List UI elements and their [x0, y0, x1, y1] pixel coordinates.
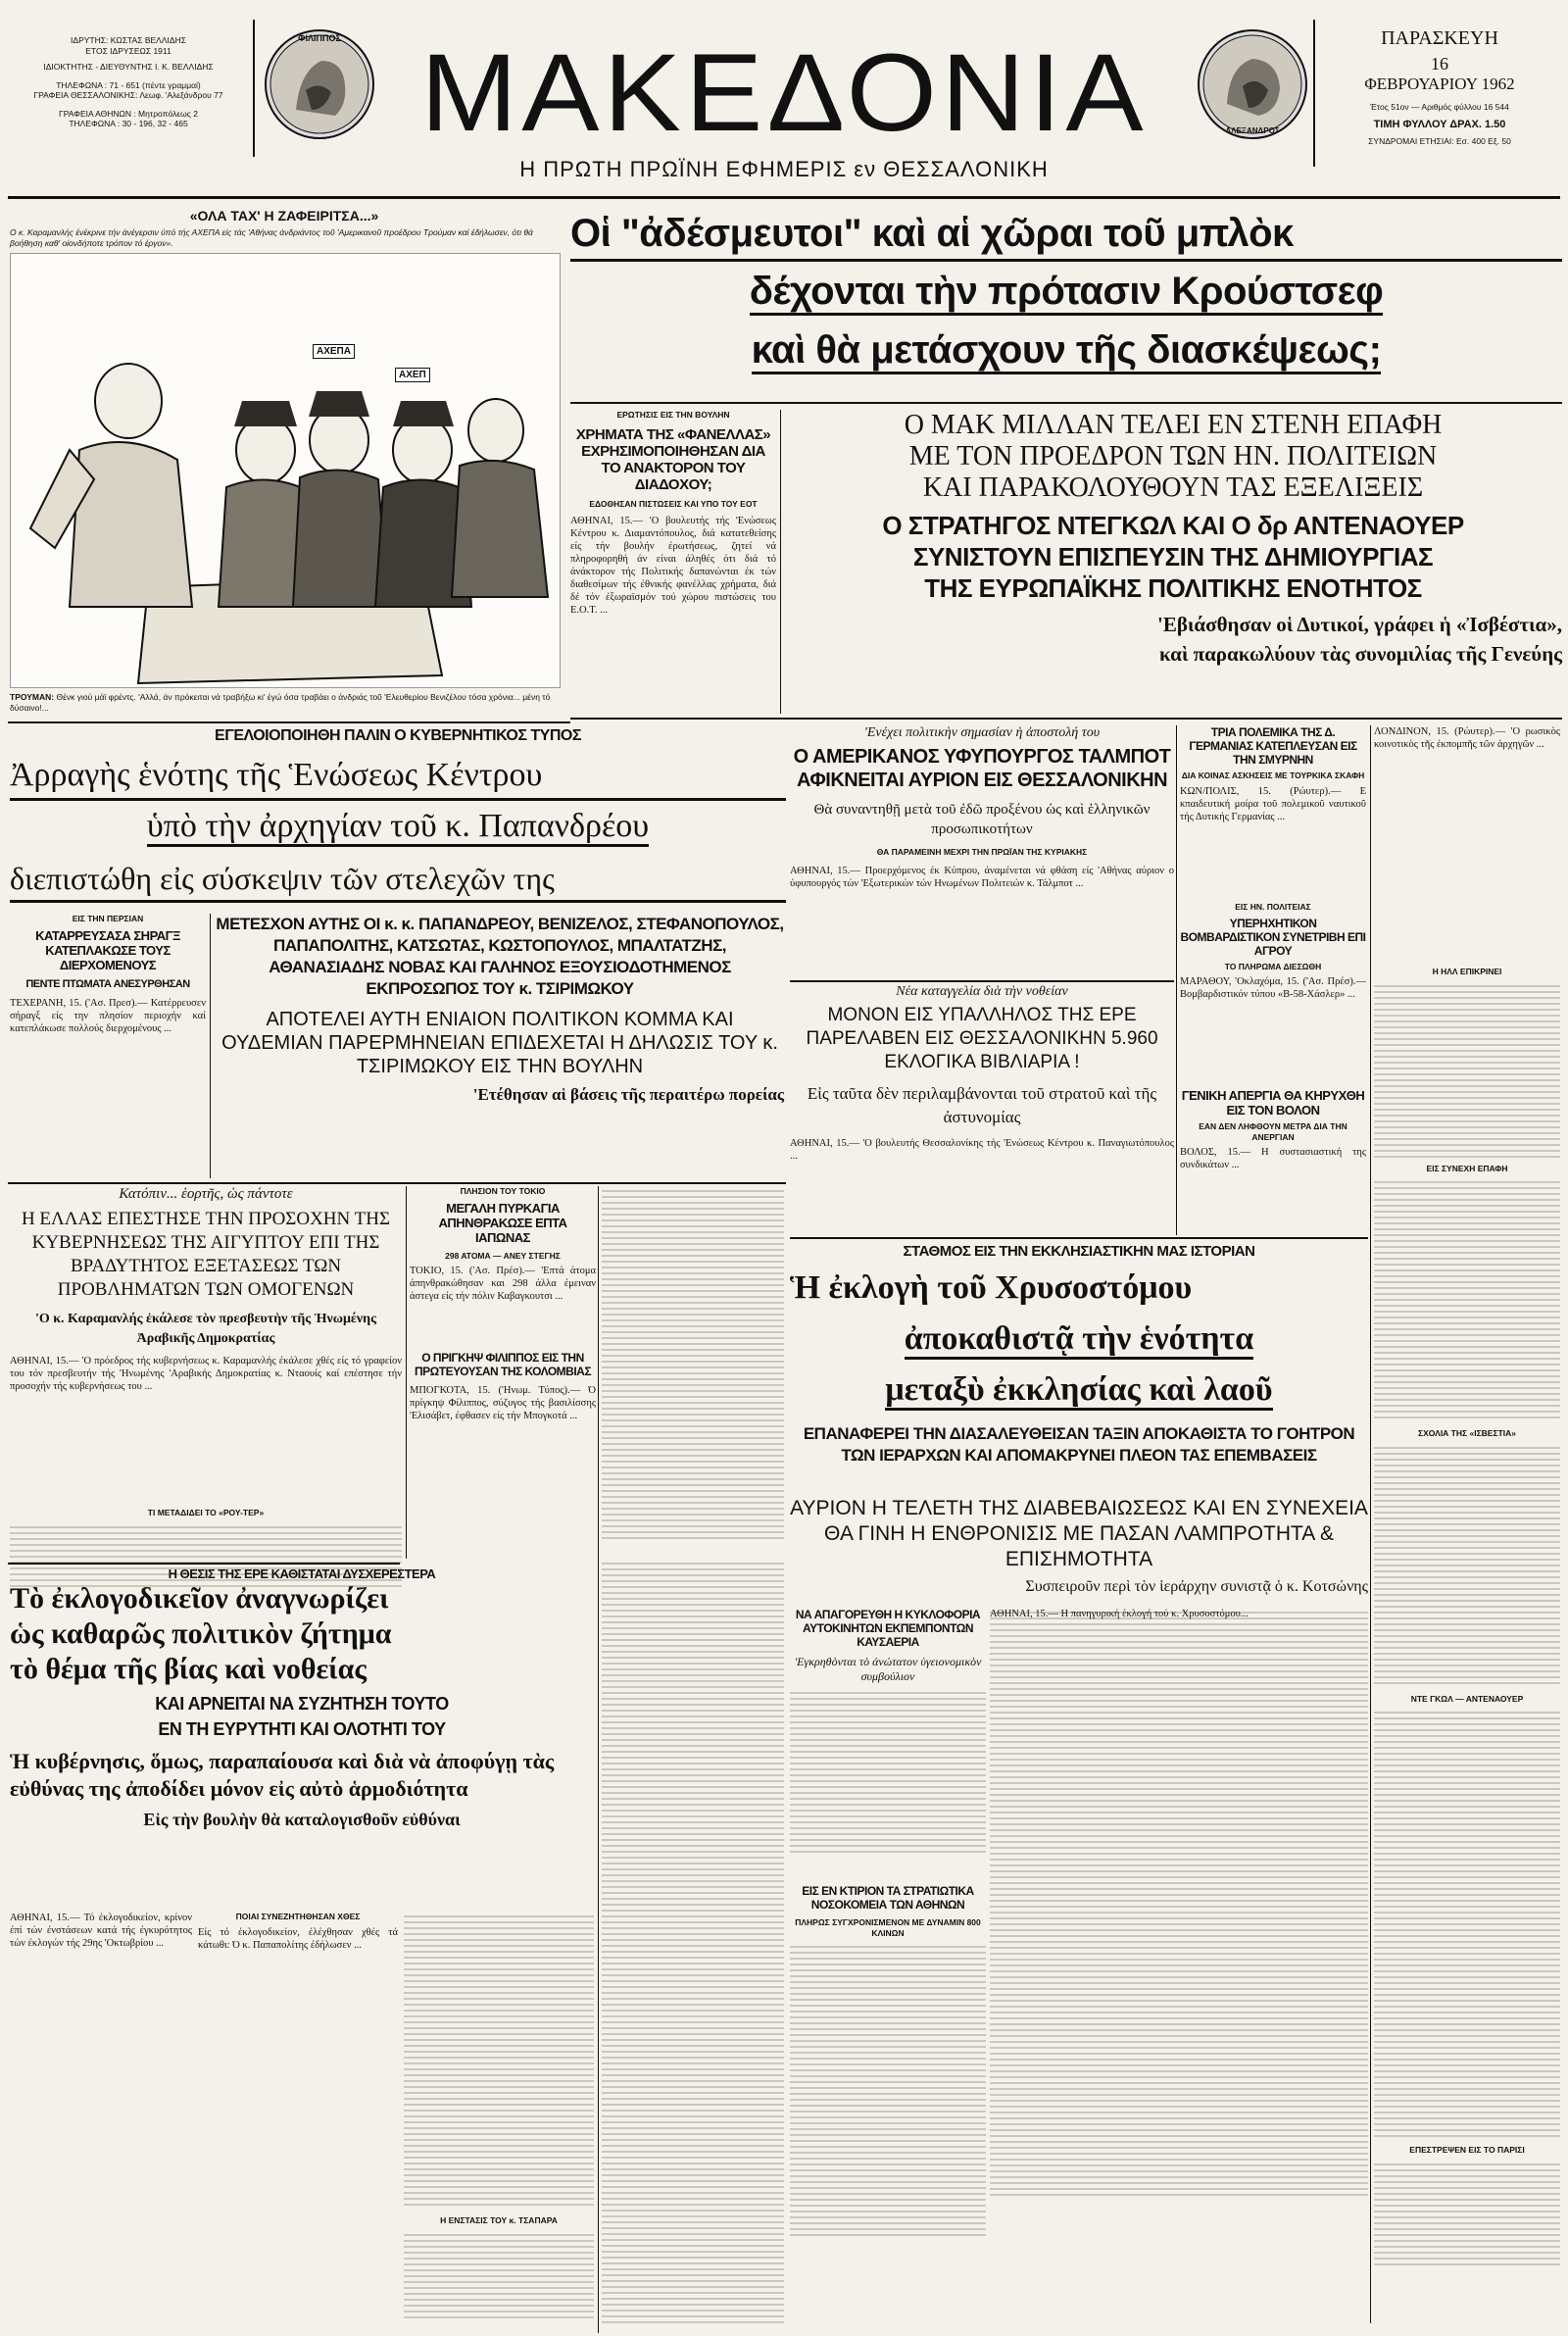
usa-head: ΥΠΕΡΗΧΗΤΙΚΟΝ ΒΟΜΒΑΡΔΙΣΤΙΚΟΝ ΣΥΝΕΤΡΙΒΗ ΕΠΙ ΑΓΡΟΥ — [1180, 916, 1366, 958]
chrysostomos-line2 — [790, 1317, 1368, 1361]
philip-article — [410, 1351, 596, 1531]
strike-body: ΒΟΛΟΣ, 15.— Η συστασιαστική της συνδικάτων ... — [1180, 1147, 1366, 1170]
ere-staff-sub: Εἰς ταῦτα δὲν περιλαμβάνονται τοῦ στρατοῦ καὶ τῆς ἀστυνομίας — [807, 1084, 1157, 1126]
strike-article — [1180, 1088, 1366, 1195]
main-headline-line2 — [570, 262, 1562, 321]
right-filler3 — [1374, 1443, 1560, 1688]
macmillan-line4: Ο ΣΤΡΑΤΗΓΟΣ ΝΤΕΓΚΩΛ ΚΑΙ Ο δρ ΑΝΤΕΝΑΟΥΕΡ — [882, 511, 1464, 540]
masthead-subtitle: Η ΠΡΩΤΗ ΠΡΩΪΝΗ ΕΦΗΜΕΡΙΣ εν ΘΕΣΣΑΛΟΝΙΚΗ — [519, 157, 1049, 181]
right-filler2 — [1374, 1177, 1560, 1422]
philip-body: ΜΠΟΓΚΟΤΑ, 15. ('Ηνωμ. Τύπος).— Ό πρίγκηψ Φίλιππος, σύζυγος τής βασιλίσσης 'Ελισάβετ, έφθασεν είς τήν Μπογκοτά ... — [410, 1385, 596, 1421]
fanellas-kicker: ΕΡΩΤΗΣΙΣ ΕΙΣ ΤΗΝ ΒΟΥΛΗΝ — [616, 410, 730, 420]
ere-line7: Εἰς τὴν βουλὴν θὰ καταλογισθοῦν εὐθύναι — [143, 1810, 461, 1829]
fire-article — [410, 1186, 596, 1353]
right-filler5 — [1374, 2160, 1560, 2267]
ere-kicker: Η ΘΕΣΙΣ ΤΗΣ ΕΡΕ ΚΑΘΙΣΤΑΤΑΙ ΔΥΣΧΕΡΕΣΤΕΡΑ — [168, 1566, 436, 1581]
ere-article — [10, 1566, 594, 1832]
persia-body: ΤΕΧΕΡΑΝΗ, 15. ('Ασ. Πρεσ).— Κατέρρευσεν σήραγξ είς την πλησίον περιοχήν καί κατεπλάκωσε πολλούς διερχομένους ... — [10, 997, 206, 1034]
macmillan-line7: 'Εβιάσθησαν οἱ Δυτικοί, γράφει ἡ «Ἰσβέστια», — [1157, 613, 1562, 636]
masthead-title: ΜΑΚΕΔΟΝΙΑ — [420, 31, 1148, 154]
talbot-sub: Θὰ συναντηθῇ μετὰ τοῦ ἐδῶ προξένου ὡς καὶ ἑλληνικῶν προσωπικοτήτων — [813, 802, 1151, 837]
coalition-line1: Ἀρραγὴς ἑνότης τῆς Ἑνώσεως Κέντρου — [10, 753, 786, 801]
main-headline — [570, 208, 1562, 379]
cartoon-caption — [10, 692, 559, 713]
persia-head: ΚΑΤΑΡΡΕΥΣΑΣΑ ΣΗΡΑΓΞ ΚΑΤΕΠΛΑΚΩΣΕ ΤΟΥΣ ΔΙΕΡΧΟΜΕΝΟΥΣ — [35, 927, 180, 972]
coalition-box-head: ΜΕΤΕΣΧΟΝ ΑΥΤΗΣ ΟΙ κ. κ. ΠΑΠΑΝΔΡΕΟΥ, ΒΕΝΙΖΕΛΟΣ, ΣΤΕΦΑΝΟΠΟΥΛΟΣ, ΠΑΠΑΠΟΛΙΤΗΣ, ΚΑΤΣΩΤΑΣ, ΚΩΣΤΟΠΟΥΛΟΣ, ΜΠΑΛΤΑΤΖΗΣ, ΑΘΑΝΑΣΙΑΔΗΣ ΝΟΒΑΣ ΚΑΙ ΓΑΛΗΝΟΣ ΕΞΟΥΣΙΟΔΟΤΗΜΕΝΟΣ ΕΚΠΡΟΣΩΠΟΣ ΤΟΥ κ. ΤΣΙΡΙΜΩΚΟΥ — [216, 915, 784, 998]
ere-line2: ὡς καθαρῶς πολιτικὸν ζήτημα — [10, 1617, 392, 1650]
coalition-kicker: ΕΓΕΛΟΙΟΠΟΙΗΘΗ ΠΑΛΙΝ Ο ΚΥΒΕΡΝΗΤΙΚΟΣ ΤΥΠΟΣ — [215, 727, 581, 744]
owner-line: ΙΔΙΟΚΤΗΤΗΣ - ΔΙΕΥΘΥΝΤΗΣ Ι. Κ. ΒΕΛΛΙΔΗΣ — [43, 62, 214, 72]
egypt-kicker2: ΤΙ ΜΕΤΑΔΙΔΕΙ ΤΟ «ΡΟΥ-ΤΕΡ» — [147, 1508, 265, 1517]
ban-filler — [790, 1688, 986, 1855]
masthead-right-box — [1319, 27, 1560, 174]
alexander-medal-label: ΑΛΕΞΑΝΔΡΟΣ — [1225, 126, 1280, 135]
usa-sub: ΤΟ ΠΛΗΡΩΜΑ ΔΙΕΣΩΘΗ — [1224, 961, 1322, 971]
usa-kicker: ΕΙΣ ΗΝ. ΠΟΛΙΤΕΙΑΣ — [1235, 902, 1311, 912]
fanellas-article — [570, 410, 776, 714]
egypt-article — [10, 1208, 402, 1591]
right-kicker2: ΕΙΣ ΣΥΝΕΧΗ ΕΠΑΦΗ — [1426, 1163, 1508, 1173]
founder-line: ΙΔΡΥΤΗΣ: ΚΩΣΤΑΣ ΒΕΛΛΙΔΗΣ — [71, 35, 186, 45]
conversations-body: Είς τό έκλογοδικείον, έλέχθησαν χθές τά κάτωθι: Ό κ. Παπαπολίτης έδήλωσεν ... — [198, 1926, 398, 1951]
tsapara-article — [404, 2215, 594, 2318]
issue-price: ΤΙΜΗ ΦΥΛΛΟΥ ΔΡΑΧ. 1.50 — [1373, 118, 1506, 130]
subscription-line: ΣΥΝΔΡΟΜΑΙ ΕΤΗΣΙΑΙ: Εσ. 400 Εξ. 50 — [1368, 135, 1511, 146]
egypt-body: ΑΘΗΝΑΙ, 15.— 'Ο πρόεδρος τής κυβερνήσεως κ. Καραμανλής έκάλεσε χθές είς τό γραφείον του τόν πρεσβευτήν τής 'Ηνωμένης 'Αραβικής Δημοκρατίας κ. Νταουίς καί επέστησε τήν προσοχήν τής κυβερνήσεως του ... — [10, 1356, 402, 1392]
ere-body: ΑΘΗΝΑΙ, 15.— Τό έκλογοδικείον, κρίνον έπί τών ένστάσεων κατά τής έγκυρότητος τών έκλογών τής 29ης 'Οκτωβρίου ... — [10, 1913, 192, 1949]
coalition-line2-text: ὑπὸ τὴν ἀρχηγίαν τοῦ κ. Παπανδρέου — [147, 808, 649, 847]
talbot-head: Ο ΑΜΕΡΙΚΑΝΟΣ ΥΦΥΠΟΥΡΓΟΣ ΤΑΛΜΠΟΤ ΑΦΙΚΝΕΙΤΑΙ ΑΥΡΙΟΝ ΕΙΣ ΘΕΣΣΑΛΟΝΙΚΗΝ — [793, 746, 1171, 791]
coalition-box — [216, 914, 784, 1106]
right-filler1 — [1374, 981, 1560, 1158]
ere-staff-head: ΜΟΝΟΝ ΕΙΣ ΥΠΑΛΛΗΛΟΣ ΤΗΣ ΕΡΕ ΠΑΡΕΛΑΒΕΝ ΕΙΣ ΘΕΣΣΑΛΟΝΙΚΗΝ 5.960 ΕΚΛΟΓΙΚΑ ΒΙΒΛΙΑΡΙΑ ! — [806, 1005, 1158, 1072]
coalition-box-sub: ΑΠΟΤΕΛΕΙ ΑΥΤΗ ΕΝΙΑΙΟΝ ΠΟΛΙΤΙΚΟΝ ΚΟΜΜΑ ΚΑΙ ΟΥΔΕΜΙΑΝ ΠΑΡΕΡΜΗΝΕΙΑΝ ΕΠΙΔΕΧΕΤΑΙ Η ΔΗΛΩΣΙΣ ΤΟΥ κ. ΤΣΙΡΙΜΩΚΟΥ ΕΙΣ ΤΗΝ ΒΟΥΛΗΝ — [221, 1009, 778, 1077]
fire-sub: 298 ΑΤΟΜΑ — ΑΝΕΥ ΣΤΕΓΗΣ — [445, 1250, 561, 1261]
chrysostomos-line5: ΑΥΡΙΟΝ Η ΤΕΛΕΤΗ ΤΗΣ ΔΙΑΒΕΒΑΙΩΣΕΩΣ ΚΑΙ ΕΝ ΣΥΝΕΧΕΙΑ ΘΑ ΓΙΝΗ Η ΕΝΘΡΟΝΙΣΙΣ ΜΕ ΠΑΣΑΝ ΛΑΜΠΡΟΤΗΤΑ & ΕΠΙΣΗΜΟΤΗΤΑ — [790, 1497, 1368, 1570]
chrysostomos-line6: Συσπειροῦν περὶ τὸν ἱεράρχην συνιστᾷ ὁ κ. Κοτσώνης — [1025, 1578, 1368, 1595]
tsapara-kicker: Η ΕΝΣΤΑΣΙΣ ΤΟΥ κ. ΤΣΑΠΑΡΑ — [440, 2215, 558, 2225]
ticker-line: Κατόπιν... ἑορτῆς, ὡς πάντοτε — [119, 1186, 293, 1202]
chrysostomos-line2-text: ἀποκαθιστᾷ τὴν ἑνότητα — [905, 1320, 1253, 1360]
fanellas-head: ΧΡΗΜΑΤΑ ΤΗΣ «ΦΑΝΕΛΛΑΣ» ΕΧΡΗΣΙΜΟΠΟΙΗΘΗΣΑΝ ΔΙΑ ΤΟ ΑΝΑΚΤΟΡΟΝ ΤΟΥ ΔΙΑΔΟΧΟΥ; — [575, 425, 771, 493]
macmillan-line5: ΣΥΝΙΣΤΟΥΝ ΕΠΙΣΠΕΥΣΙΝ ΤΗΣ ΔΗΜΙΟΥΡΓΙΑΣ — [912, 542, 1434, 572]
chrysostomos-kicker: ΣΤΑΘΜΟΣ ΕΙΣ ΤΗΝ ΕΚΚΛΗΣΙΑΣΤΙΚΗΝ ΜΑΣ ΙΣΤΟΡΙΑΝ — [903, 1243, 1255, 1260]
macmillan-article — [784, 410, 1562, 669]
fanellas-sub: ΕΔΟΘΗΣΑΝ ΠΙΣΤΩΣΕΙΣ ΚΑΙ ΥΠΟ ΤΟΥ ΕΟΤ — [589, 498, 758, 509]
ban-article — [790, 1608, 986, 1855]
chrysostomos-line1: Ἡ ἐκλογὴ τοῦ Χρυσοστόμου — [790, 1269, 1193, 1306]
cartoon-caption-speaker: ΤΡΟΥΜΑΝ: — [10, 692, 55, 702]
hospital-filler — [790, 1942, 986, 2236]
ere-line5: ΕΝ ΤΗ ΕΥΡΥΤΗΤΙ ΚΑΙ ΟΛΟΤΗΤΙ ΤΟΥ — [158, 1719, 446, 1739]
chrysostomos-body: ΑΘΗΝΑΙ, 15.— Η πανηγυρική έκλογή τού κ. Χρυσοστόμου... — [990, 1608, 1368, 2196]
masthead-left-box — [8, 6, 249, 153]
right-column — [1374, 725, 1560, 2267]
cartoon-intro: Ο κ. Καραμανλής ένέκρινε τήν άνέγερσιν ύπό τής ΑΧΕΠΑ είς τάς 'Αθήνας άνδριάντος τοῦ 'Αμερικανοῦ προέδρου Τρούμαν καί έδήλωσεν, ότι θά βοήθηση καθ' οίονδήποτε τρόπον τό έργον». — [10, 227, 533, 248]
coalition-line2 — [10, 804, 786, 849]
strike-head: ΓΕΝΙΚΗ ΑΠΕΡΓΙΑ ΘΑ ΚΗΡΥΧΘΗ ΕΙΣ ΤΟΝ ΒΟΛΟΝ — [1181, 1088, 1365, 1118]
fire-kicker: ΠΛΗΣΙΟΝ ΤΟΥ ΤΟΚΙΟ — [460, 1186, 546, 1196]
phones-athens-line: ΤΗΛΕΦΩΝΑ : 30 - 196, 32 - 465 — [69, 119, 188, 128]
day-number: 16 — [1431, 54, 1448, 74]
issue-number: Έτος 51ον — Αριθμός φύλλου 16 544 — [1370, 102, 1509, 112]
ere-line1: Τὸ ἐκλογοδικεῖον ἀναγνωρίζει — [10, 1582, 389, 1615]
philip-medal-label: ΦΙΛΙΠΠΟΣ — [298, 33, 341, 43]
fanellas-body: ΑΘΗΝΑΙ, 15.— 'Ο βουλευτής τής 'Ενώσεως Κέντρου κ. Διαμαντόπουλος, διά κατατεθείσης είς τήν βουλήν έρωτήσεως, ζητεί νά πληροφορηθή άν είναι άληθές ότι διά τό άνάκτορον τής Πολιτικής δαπανώνται έκ τών διαθεσίμων τής έθνικής φανέλλας χρήματα, διά δέ τόν έξωραϊσμόν τού χώρου πιστώσεις του Ε.Ο.Τ. ... — [570, 516, 776, 616]
right-filler4 — [1374, 1708, 1560, 2139]
talbot-kicker: 'Ενέχει πολιτικὴν σημασίαν ἡ ἀποστολή του — [863, 725, 1101, 740]
hospital-article — [790, 1884, 986, 2236]
right-kicker1: Η ΗΛΛ ΕΠΙΚΡΙΝΕΙ — [1432, 967, 1502, 976]
cartoon-kicker: «ΟΛΑ ΤΑΧ' Η ΖΑΦΕΙΡΙΤΣΑ...» — [189, 208, 379, 224]
cartoon-badge-2: ΑΧΕΠ — [395, 368, 430, 382]
persia-article — [10, 914, 206, 1178]
office-thess-line: ΓΡΑΦΕΙΑ ΘΕΣΣΑΛΟΝΙΚΗΣ: Λεωφ. 'Αλεξάνδρου 77 — [33, 90, 223, 100]
fire-head: ΜΕΓΑΛΗ ΠΥΡΚΑΓΙΑ ΑΠΗΝΘΡΑΚΩΣΕ ΕΠΤΑ ΙΑΠΩΝΑΣ — [438, 1200, 567, 1245]
left-filler-lower — [404, 1912, 594, 2206]
coalition-line3: διεπιστώθη εἰς σύσκεψιν τῶν στελεχῶν της — [10, 857, 786, 903]
macmillan-line2: ΜΕ ΤΟΝ ΠΡΟΕΔΡΟΝ ΤΩΝ ΗΝ. ΠΟΛΙΤΕΙΩΝ — [908, 441, 1438, 472]
cartoon-illustration — [10, 253, 561, 688]
egypt-sub: 'Ο κ. Καραμανλής ἐκάλεσε τὸν πρεσβευτὴν τῆς Ἡνωμένης Ἀραβικῆς Δημοκρατίας — [35, 1312, 376, 1346]
coalition-footer: 'Ετέθησαν αἱ βάσεις τῆς περαιτέρω πορείας — [472, 1085, 784, 1104]
tsapara-filler — [404, 2230, 594, 2318]
right-kicker5: ΕΠΕΣΤΡΕΨΕΝ ΕΙΣ ΤΟ ΠΑΡΙΣΙ — [1409, 2145, 1525, 2155]
founded-line: ΕΤΟΣ ΙΔΡΥΣΕΩΣ 1911 — [85, 45, 172, 56]
macmillan-line6: ΤΗΣ ΕΥΡΩΠΑΪΚΗΣ ΠΟΛΙΤΙΚΗΣ ΕΝΟΤΗΤΟΣ — [924, 573, 1422, 603]
ere-staff-kicker: Νέα καταγγελία διὰ τὴν νοθείαν — [896, 984, 1068, 999]
usa-body: ΜΑΡΑΘΟΥ, 'Οκλαχόμα, 15. ('Ασ. Πρέσ).— Βομβαρδιστικόν τύπου «Β-58-Χάσλερ» ... — [1180, 976, 1366, 1000]
chrysostomos-line3-text: μεταξὺ ἐκκλησίας καὶ λαοῦ — [885, 1371, 1272, 1411]
talbot-body: ΑΘΗΝΑΙ, 15.— Προερχόμενος έκ Κύπρου, άναμένεται νά φθάση είς 'Αθήνας αύριον ο ύφυπουργός τών 'Εξωτερικών τών Ηνωμένων Πολιτειών κ. Τάλμποτ ... — [790, 866, 1174, 889]
ere-line6: Ἡ κυβέρνησις, ὅμως, παραπαίουσα καὶ διὰ νὰ ἀποφύγῃ τὰς εὐθύνας της ἀποδίδει μόνον εἰς αὐτὸ ἁρμοδιότητα — [10, 1749, 555, 1801]
hospital-sub: ΠΛΗΡΩΣ ΣΥΓΧΡΟΝΙΣΜΕΝΟΝ ΜΕ ΔΥΝΑΜΙΝ 800 ΚΛΙΝΩΝ — [795, 1917, 981, 1938]
strike-sub: ΕΑΝ ΔΕΝ ΛΗΦΘΟΥΝ ΜΕΤΡΑ ΔΙΑ ΤΗΝ ΑΝΕΡΓΙΑΝ — [1199, 1121, 1348, 1142]
turkey-sub: ΔΙΑ ΚΟΙΝΑΣ ΑΣΚΗΣΕΙΣ ΜΕ ΤΟΥΡΚΙΚΑ ΣΚΑΦΗ — [1181, 770, 1365, 780]
weekday: ΠΑΡΑΣΚΕΥΗ — [1381, 27, 1498, 49]
cartoon-drawing-icon — [11, 254, 560, 687]
ban-sub: 'Εγκρηθὸνται τὸ ἀνώτατον ὑγειονομικὸν συμβούλιον — [794, 1655, 982, 1683]
main-headline-line2-text: δέχονται τὴν πρότασιν Κρούστσεφ — [750, 270, 1384, 316]
middle-filler1 — [602, 1186, 784, 1539]
fire-body: ΤΟΚΙΟ, 15. ('Ασ. Πρέσ).— 'Επτά άτομα άπηνθρακώθησαν και 298 άλλα έμειναν άστεγα είς τήν πόλιν Καβαγκουτσι ... — [410, 1266, 596, 1302]
chrysostomos-line3 — [790, 1368, 1368, 1412]
macmillan-line8: καὶ παρακωλύουν τὰς συνομιλίας τῆς Γενεύης — [1159, 642, 1562, 666]
main-headline-line3 — [570, 321, 1562, 379]
cartoon-badge-1: ΑΧΕΠΑ — [313, 344, 355, 359]
chrysostomos-line4: ΕΠΑΝΑΦΕΡΕΙ ΤΗΝ ΔΙΑΣΑΛΕΥΘΕΙΣΑΝ ΤΑΞΙΝ ΑΠΟΚΑΘΙΣΤΑ ΤΟ ΓΟΗΤΡΟΝ ΤΩΝ ΙΕΡΑΡΧΩΝ ΚΑΙ ΑΠΟΜΑΚΡΥΝΕΙ ΠΛΕΟΝ ΤΑΣ ΕΠΕΜΒΑΣΕΙΣ — [803, 1424, 1355, 1465]
egypt-head: Η ΕΛΛΑΣ ΕΠΕΣΤΗΣΕ ΤΗΝ ΠΡΟΣΟΧΗΝ ΤΗΣ ΚΥΒΕΡΝΗΣΕΩΣ ΤΗΣ ΑΙΓΥΠΤΟΥ ΕΠΙ ΤΗΣ ΒΡΑΔΥΤΗΤΟΣ ΕΞΕΤΑΣΕΩΣ ΤΩΝ ΠΡΟΒΛΗΜΑΤΩΝ ΤΩΝ ΟΜΟΓΕΝΩΝ — [21, 1209, 391, 1300]
right-london: ΛΟΝΔΙΝΟΝ, 15. (Ρώυτερ).— 'Ο ρωσικὸς κοινοτικὸς τῆς ἐκπομπῆς τῶν ἀρχηγῶν ... — [1374, 726, 1560, 750]
turkey-kicker: ΤΡΙΑ ΠΟΛΕΜΙΚΑ ΤΗΣ Δ. ΓΕΡΜΑΝΙΑΣ ΚΑΤΕΠΛΕΥΣΑΝ ΕΙΣ ΤΗΝ ΣΜΥΡΝΗΝ — [1189, 725, 1357, 767]
persia-kicker: ΕΙΣ ΤΗΝ ΠΕΡΣΙΑΝ — [72, 914, 144, 923]
phones-line: ΤΗΛΕΦΩΝΑ : 71 - 651 (πέντε γραμμαί) — [56, 79, 201, 90]
conversations-article — [198, 1912, 398, 2318]
turkey-body: ΚΩΝ/ΠΟΛΙΣ, 15. (Ρώυτερ).— Ε κπαιδευτική μοίρα τοῦ πολεμικοῦ ναυτικοῦ τής Δυτικής Γερμανίας ... — [1180, 785, 1366, 822]
macmillan-line3: ΚΑΙ ΠΑΡΑΚΟΛΟΥΘΟΥΝ ΤΑΣ ΕΞΕΛΙΞΕΙΣ — [922, 472, 1424, 503]
ere-staff-body: ΑΘΗΝΑΙ, 15.— 'Ο βουλευτής Θεσσαλονίκης τής 'Ενώσεως Κέντρου κ. Παναγιωτόπουλος ... — [790, 1138, 1174, 1162]
ban-head: ΝΑ ΑΠΑΓΟΡΕΥΘΗ Η ΚΥΚΛΟΦΟΡΙΑ ΑΥΤΟΚΙΝΗΤΩΝ ΕΚΠΕΜΠΟΝΤΩΝ ΚΑΥΣΑΕΡΙΑ — [795, 1608, 981, 1649]
office-athens-line: ΓΡΑΦΕΙΑ ΑΘΗΝΩΝ : Μητροπόλεως 2 — [59, 108, 198, 119]
conversations-kicker: ΠΟΙΑΙ ΣΥΝΕΖΗΤΗΘΗΣΑΝ ΧΘΕΣ — [235, 1912, 361, 1921]
main-headline-line3-text: καὶ θὰ μετάσχουν τῆς διασκέψεως; — [752, 328, 1382, 374]
ere-line4: ΚΑΙ ΑΡΝΕΙΤΑΙ ΝΑ ΣΥΖΗΤΗΣΗ ΤΟΥΤΟ — [155, 1694, 449, 1714]
right-kicker4: ΝΤΕ ΓΚΩΛ — ΑΝΤΕΝΑΟΥΕΡ — [1410, 1693, 1524, 1704]
talbot-sub2: ΘΑ ΠΑΡΑΜΕΙΝΗ ΜΕΧΡΙ ΤΗΝ ΠΡΩΪΑΝ ΤΗΣ ΚΥΡΙΑΚΗΣ — [876, 847, 1088, 857]
ere-line3: τὸ θέμα τῆς βίας καὶ νοθείας — [10, 1653, 367, 1685]
persia-sub: ΠΕΝΤΕ ΠΤΩΜΑΤΑ ΑΝΕΣΥΡΘΗΣΑΝ — [25, 977, 190, 990]
hospital-head: ΕΙΣ ΕΝ ΚΤΙΡΙΟΝ ΤΑ ΣΤΡΑΤΙΩΤΙΚΑ ΝΟΣΟΚΟΜΕΙΑ ΤΩΝ ΑΘΗΝΩΝ — [802, 1884, 974, 1912]
macmillan-line1: Ο ΜΑΚ ΜΙΛΛΑΝ ΤΕΛΕΙ ΕΝ ΣΤΕΝΗ ΕΠΑΦΗ — [904, 410, 1443, 440]
usa-article — [1180, 902, 1366, 1054]
main-headline-line1: Οἱ "ἀδέσμευτοι" καὶ αἱ χῶραι τοῦ μπλὸκ — [570, 208, 1562, 262]
cartoon-caption-text: Θένκ γιού μάϊ φρέντς. 'Αλλά, άν πρόκειται νά τραβήξω κι' έγώ όσα τραβάει ο άνδριάς τοῦ 'Ελευθερίου Βενιζέλου τόσα χρόνια... μένη τό δύσαινο!... — [10, 692, 551, 713]
turkey-article — [1180, 725, 1366, 854]
middle-filler2 — [602, 1559, 784, 2323]
month-year: ΦΕΒΡΟΥΑΡΙΟΥ 1962 — [1364, 75, 1515, 93]
right-kicker3: ΣΧΟΛΙΑ ΤΗΣ «ΙΣΒΕΣΤΙΑ» — [1418, 1428, 1516, 1438]
philip-head: Ο ΠΡΙΓΚΗΨ ΦΙΛΙΠΠΟΣ ΕΙΣ ΤΗΝ ΠΡΩΤΕΥΟΥΣΑΝ ΤΗΣ ΚΟΛΟΜΒΙΑΣ — [414, 1351, 592, 1378]
